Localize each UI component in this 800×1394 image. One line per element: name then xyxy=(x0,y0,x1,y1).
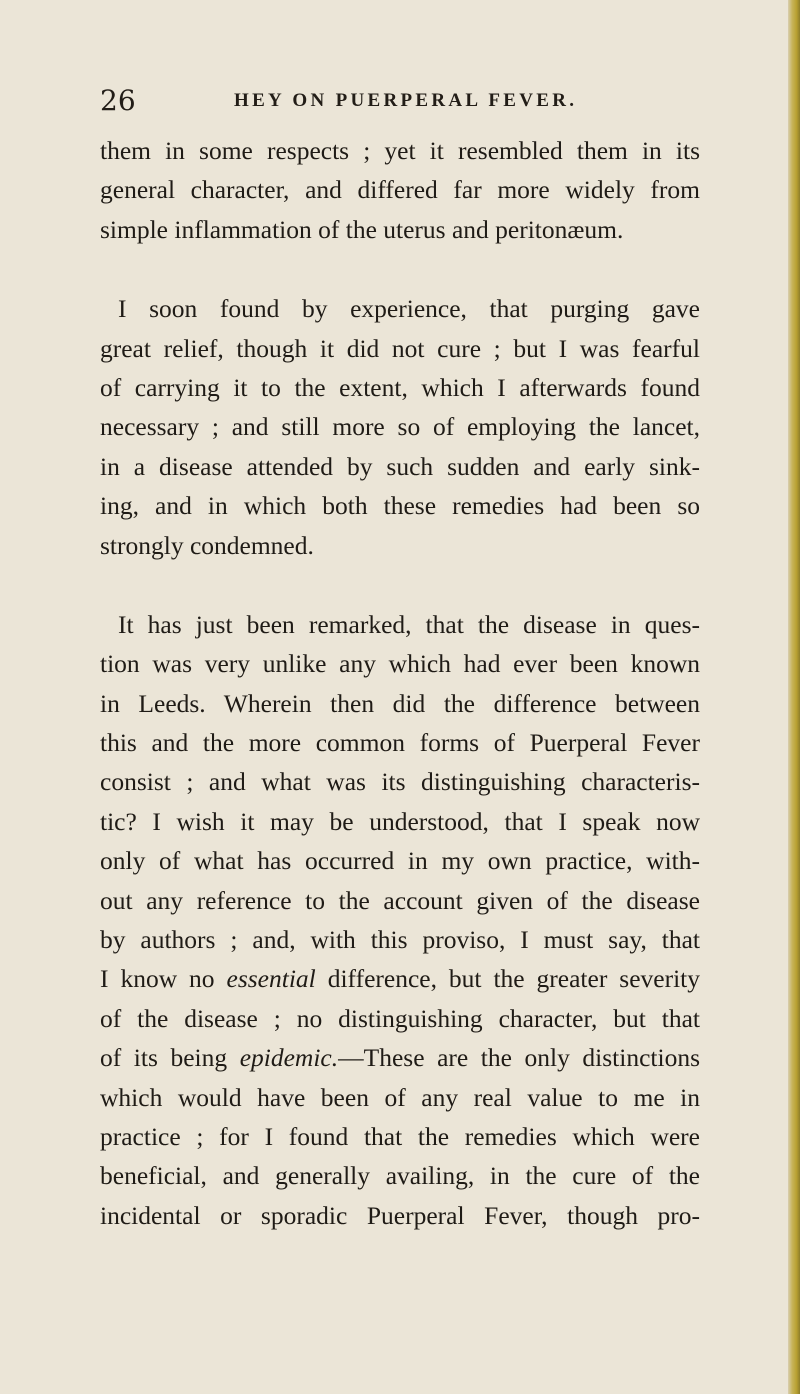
page-header xyxy=(100,84,700,118)
paragraph xyxy=(100,289,700,565)
text-line: practice ; for I found that the remedies which were xyxy=(100,1121,700,1151)
text-line: simple inflammation of the uterus and peritonæum. xyxy=(100,214,624,244)
text-line: tic? I wish it may be understood, that I speak now xyxy=(100,806,700,836)
text-line: I soon found by experience, that purging gave xyxy=(118,294,700,324)
text-line: ing, and in which both these remedies had been so xyxy=(100,491,700,521)
text-line: general character, and differed far more widely from xyxy=(100,175,700,205)
text-line: beneficial, and generally availing, in the cure of the xyxy=(100,1161,700,1191)
text-line xyxy=(100,959,700,998)
text-line xyxy=(100,1038,700,1077)
text-line: tion was very unlike any which had ever been known xyxy=(100,649,700,679)
text-line: It has just been remarked, that the disease in ques- xyxy=(118,609,700,639)
italic-emphasis: essential xyxy=(226,964,316,994)
text-run: I know no xyxy=(100,964,227,994)
text-line: only of what has occurred in my own practice, with- xyxy=(100,846,700,876)
text-line: this and the more common forms of Puerperal Fever xyxy=(100,728,700,758)
paragraph xyxy=(100,605,700,1235)
text-line: them in some respects ; yet it resembled them in its xyxy=(100,136,700,165)
text-line: of the disease ; no distinguishing character, but that xyxy=(100,1003,700,1033)
text-line: great relief, though it did not cure ; but I was fearful xyxy=(100,333,700,363)
paragraph xyxy=(100,131,700,249)
text-line: by authors ; and, with this proviso, I must say, that xyxy=(100,925,700,955)
running-title: HEY ON PUERPERAL FEVER. xyxy=(234,90,578,111)
text-line: of carrying it to the extent, which I afterwards found xyxy=(100,372,700,402)
text-line: strongly condemned. xyxy=(100,530,314,560)
text-line: consist ; and what was its distinguishing characteris- xyxy=(100,767,700,797)
text-line: incidental or sporadic Puerperal Fever, though pro- xyxy=(100,1200,700,1230)
body-text xyxy=(100,131,700,1275)
text-line: in a disease attended by such sudden and early sink- xyxy=(100,451,700,481)
text-run: difference, but the greater severity xyxy=(315,964,700,994)
text-run: of its being xyxy=(100,1043,240,1073)
text-line: which would have been of any real value to me in xyxy=(100,1082,700,1112)
text-run: —These are the only distinctions xyxy=(338,1043,700,1073)
page-edge xyxy=(788,0,800,1394)
text-line: in Leeds. Wherein then did the difference between xyxy=(100,688,700,718)
text-line: necessary ; and still more so of employing the lancet, xyxy=(100,412,700,442)
italic-emphasis: epidemic. xyxy=(239,1043,339,1073)
text-line: out any reference to the account given of the disease xyxy=(100,885,700,915)
page-number: 26 xyxy=(100,84,136,117)
